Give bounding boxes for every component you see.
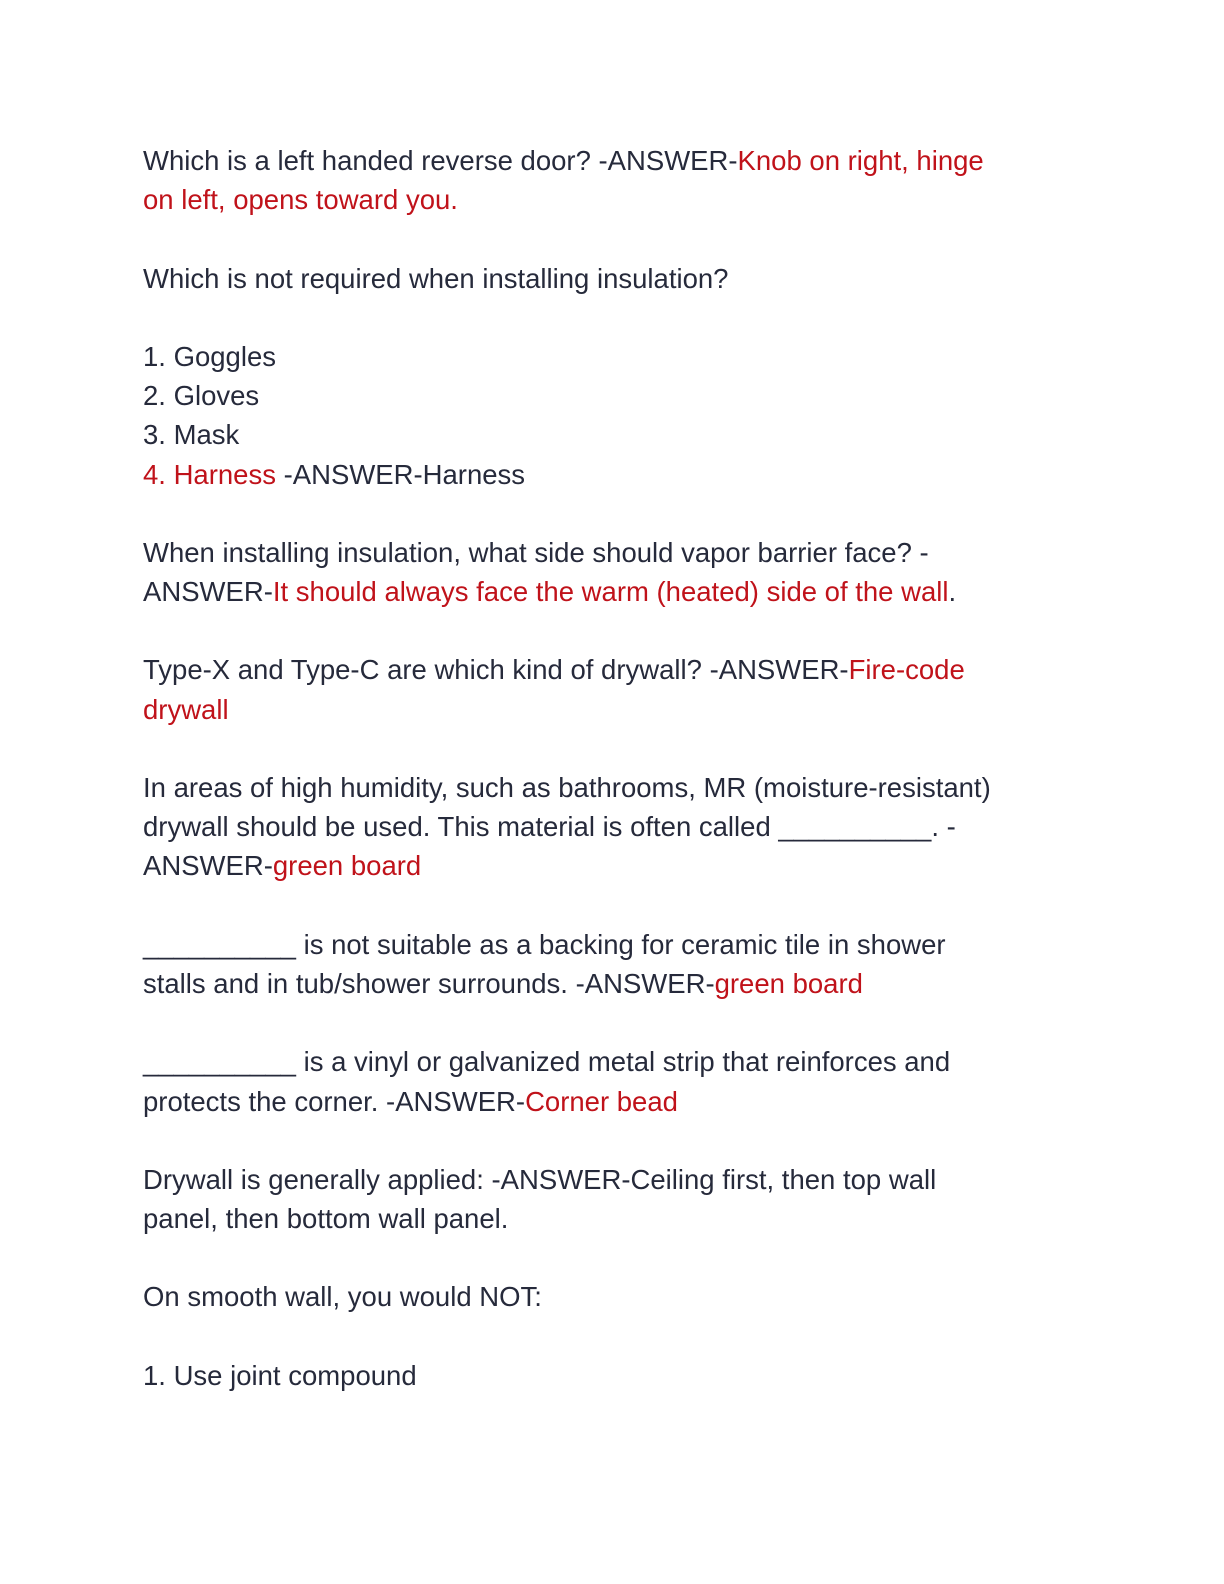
answer-line — [143, 572, 1083, 611]
answer-line: on left, opens toward you. — [143, 184, 458, 216]
answer-text: Fire-code — [848, 654, 965, 686]
option-item: 1. Use joint compound — [143, 1359, 417, 1391]
option-item: 1. Goggles — [143, 340, 277, 372]
document-page — [143, 141, 1083, 1395]
question-text: protects the corner. -ANSWER- — [143, 1085, 526, 1117]
spacer — [143, 494, 1083, 533]
option-item: 2. Gloves — [143, 380, 260, 412]
question-text: Which is not required when installing insulation? — [143, 262, 729, 294]
answer-text: green board — [272, 850, 422, 882]
qa-tile-backing — [143, 925, 1083, 1003]
question-text: Type-X and Type-C are which kind of drywall? -ANSWER- — [143, 654, 849, 686]
spacer — [143, 886, 1083, 925]
question-text: On smooth wall, you would NOT: — [143, 1281, 542, 1313]
qa-moisture-resistant-drywall — [143, 768, 1083, 886]
option-item-answer — [143, 455, 1083, 494]
question-line — [143, 141, 1083, 180]
answer-prefix: ANSWER- — [143, 850, 273, 882]
spacer — [143, 611, 1083, 650]
spacer — [143, 1317, 1083, 1356]
answer-line: panel, then bottom wall panel. — [143, 1203, 509, 1235]
question-text: In areas of high humidity, such as bathrooms, MR (moisture-resistant) — [143, 772, 991, 803]
question-line — [143, 650, 1083, 689]
question-text: drywall should be used. This material is often called __________. - — [143, 811, 956, 843]
answer-text: -ANSWER-Harness — [275, 458, 526, 490]
spacer — [143, 1003, 1083, 1042]
answer-text: Knob on right, hinge — [737, 145, 984, 176]
qa-smooth-wall — [143, 1277, 1083, 1395]
qa-drywall-application-order — [143, 1160, 1083, 1238]
answer-line: drywall — [143, 693, 229, 725]
option-item: 3. Mask — [143, 419, 240, 451]
qa-vapor-barrier — [143, 533, 1083, 611]
answer-text: It should always face the warm (heated) side of the wall — [272, 576, 949, 608]
answer-option: 4. Harness — [143, 458, 276, 490]
qa-insulation-requirements — [143, 259, 1083, 494]
answer-prefix: ANSWER- — [143, 576, 273, 608]
question-text: When installing insulation, what side should vapor barrier face? - — [143, 536, 929, 568]
question-text: stalls and in tub/shower surrounds. -ANSWER- — [143, 967, 715, 999]
spacer — [143, 298, 1083, 337]
answer-line — [143, 964, 1083, 1003]
question-text: __________ is a vinyl or galvanized metal strip that reinforces and — [143, 1046, 951, 1078]
answer-text: Corner bead — [525, 1085, 678, 1117]
spacer — [143, 729, 1083, 768]
question-text: __________ is not suitable as a backing for ceramic tile in shower — [143, 928, 946, 960]
qa-drywall-type — [143, 650, 1083, 728]
question-text: Which is a left handed reverse door? -ANSWER- — [143, 145, 738, 176]
qa-left-handed-reverse-door — [143, 141, 1083, 219]
answer-line — [143, 1082, 1083, 1121]
answer-tail: . — [948, 576, 957, 608]
spacer — [143, 219, 1083, 258]
answer-text: green board — [714, 967, 863, 999]
spacer — [143, 1121, 1083, 1160]
spacer — [143, 1238, 1083, 1277]
answer-line — [143, 846, 1083, 885]
question-text: Drywall is generally applied: -ANSWER-Ceiling first, then top wall — [143, 1163, 937, 1195]
qa-corner-bead — [143, 1042, 1083, 1120]
